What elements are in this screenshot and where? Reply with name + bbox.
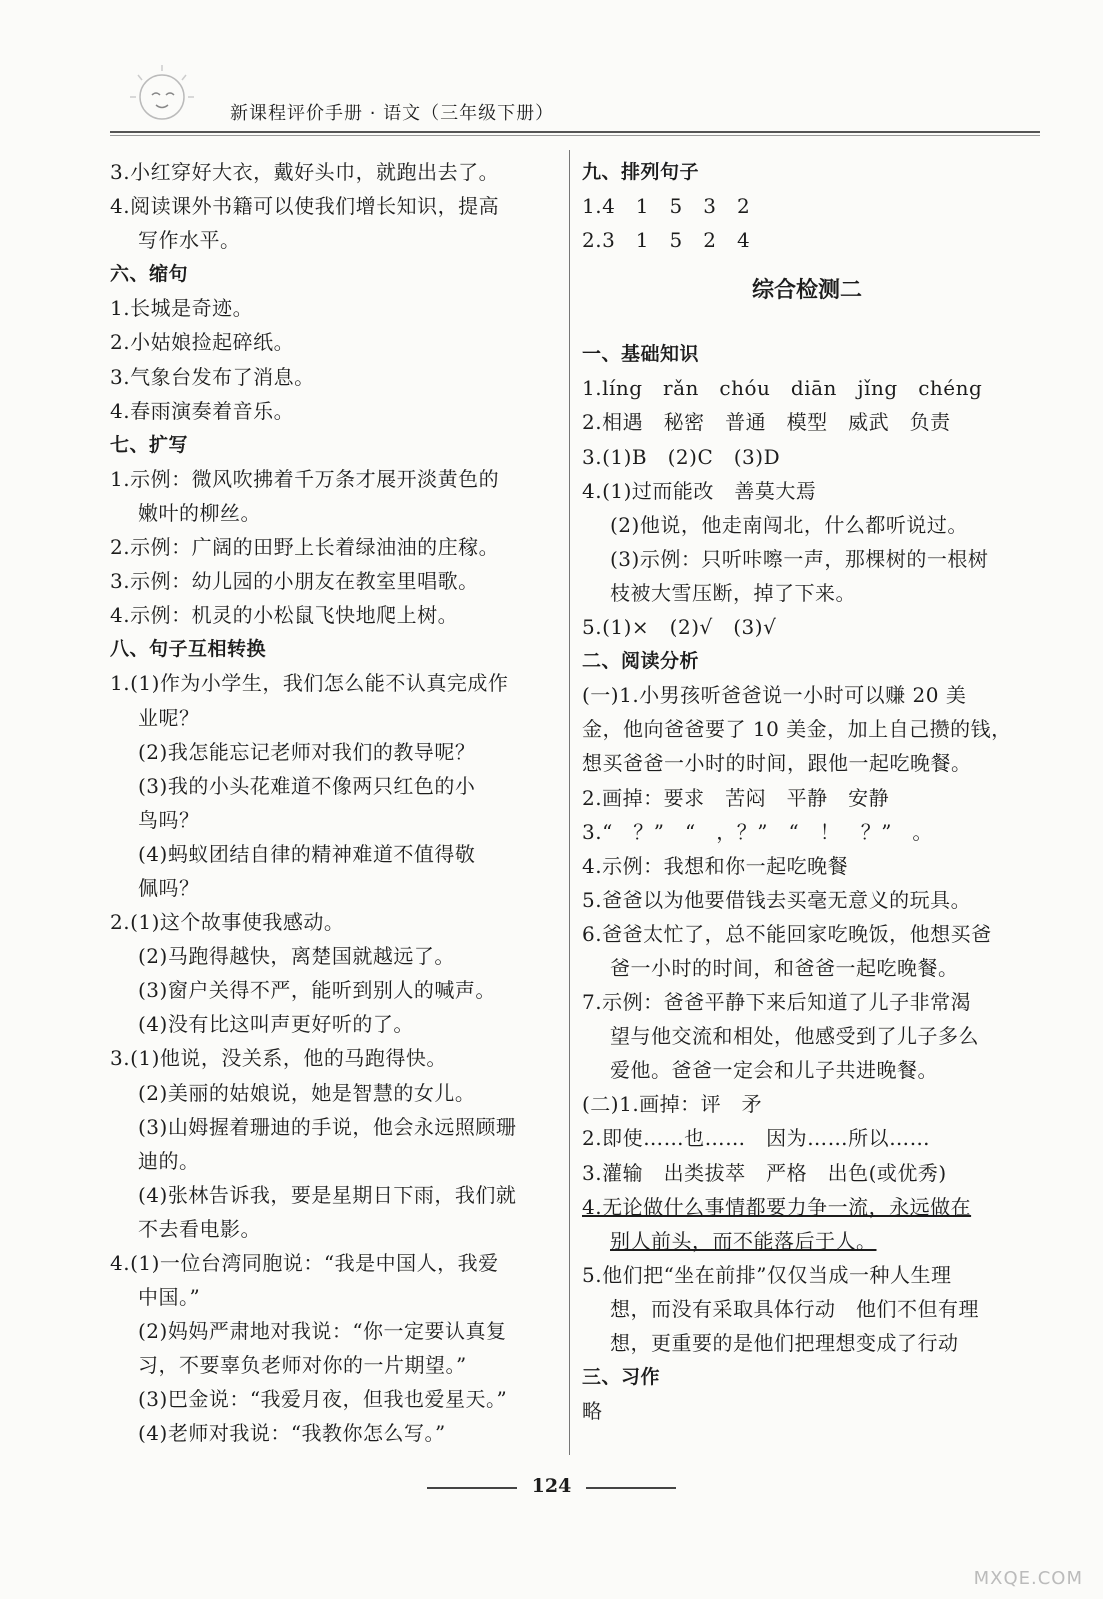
answer-line: 2.即使……也…… 因为……所以……: [582, 1126, 931, 1151]
answer-line: 枝被大雪压断，掉了下来。: [610, 580, 856, 605]
answer-line: 略: [582, 1399, 603, 1424]
answer-line: 7.示例：爸爸平静下来后知道了儿子非常渴: [582, 990, 972, 1015]
column-divider: [569, 150, 570, 1455]
page-footer: [0, 1475, 1103, 1497]
answer-line: 5.(1)× (2)√ (3)√: [582, 615, 777, 640]
answer-line: 3.(1)B (2)C (3)D: [582, 444, 781, 469]
answer-line: (4)蚂蚁团结自律的精神难道不值得敬: [138, 841, 476, 866]
right-column: [582, 155, 1032, 1428]
answer-line: 4.(1)一位台湾同胞说：“我是中国人，我爱: [110, 1251, 499, 1275]
answer-line: 2.示例：广阔的田野上长着绿油油的庄稼。: [110, 535, 500, 560]
answer-line: 1.líng rǎn chóu diān jǐng chéng: [582, 376, 983, 401]
answer-line: 3.“ ？” “ ，？” “ ！ ？” 。: [582, 819, 933, 844]
answer-line: 4.(1)过而能改 善莫大焉: [582, 478, 817, 503]
answer-line: (二)1.画掉：评 矛: [582, 1092, 763, 1117]
section-heading: 八、句子互相转换: [110, 638, 267, 661]
left-column: [110, 155, 560, 1451]
answer-line: 鸟吗？: [138, 807, 200, 832]
answer-line: 5.爸爸以为他要借钱去买毫无意义的玩具。: [582, 887, 972, 912]
answer-line: 迪的。: [138, 1148, 200, 1173]
header-rule: [110, 131, 1040, 133]
section-title: 综合检测二: [751, 278, 862, 304]
answer-line: 1.长城是奇迹。: [110, 296, 254, 321]
answer-line: (3)示例：只听咔嚓一声，那棵树的一根树: [610, 546, 989, 571]
answer-line: (2)马跑得越快，离楚国就越远了。: [138, 944, 455, 969]
answer-line: 4.示例：我想和你一起吃晚餐: [582, 853, 849, 878]
page-number: 124: [531, 1475, 572, 1497]
section-heading: 六、缩句: [110, 263, 189, 286]
section-heading: 九、排列句子: [582, 161, 700, 183]
answer-line: 3.(1)他说，没关系，他的马跑得快。: [110, 1046, 447, 1071]
answer-line: (一)1.小男孩听爸爸说一小时可以赚 20 美: [582, 683, 967, 708]
section-heading: 一、基础知识: [582, 343, 700, 366]
answer-line: (3)山姆握着珊迪的手说，他会永远照顾珊: [138, 1114, 517, 1139]
right-main-block: [582, 337, 1032, 1428]
answer-line: (2)我怎能忘记老师对我们的教导呢？: [138, 739, 476, 764]
answer-line: 3.气象台发布了消息。: [110, 364, 315, 389]
answer-line: 1.示例：微风吹拂着千万条才展开淡黄色的: [110, 466, 500, 491]
answer-line: 6.爸爸太忙了，总不能回家吃晚饭，他想买爸: [582, 921, 992, 946]
answer-line: 爱他。爸爸一定会和儿子共进晚餐。: [610, 1058, 938, 1083]
answer-line: 别人前头，而不能落后于人。: [610, 1228, 877, 1253]
answer-line: 不去看电影。: [138, 1216, 261, 1241]
answer-line: 4.春雨演奏着音乐。: [110, 398, 295, 423]
answer-line: 金，他向爸爸要了 10 美金，加上自己攒的钱，: [582, 717, 1012, 742]
answer-line: 佩吗？: [138, 875, 200, 900]
answer-line: 想买爸爸一小时的时间，跟他一起吃晚餐。: [582, 751, 972, 776]
answer-line: 3.小红穿好大衣，戴好头巾，就跑出去了。: [110, 160, 500, 184]
answer-line: (2)妈妈严肃地对我说：“你一定要认真复: [138, 1319, 507, 1344]
answer-line: (4)张林告诉我，要是星期日下雨，我们就: [138, 1182, 517, 1207]
right-top-block: [582, 155, 1032, 257]
answer-line: 1.(1)作为小学生，我们怎么能不认真完成作: [110, 671, 509, 696]
answer-line: (4)老师对我说：“我教你怎么写。”: [138, 1421, 446, 1446]
answer-line: 中国。”: [138, 1285, 201, 1310]
answer-line: 3.示例：幼儿园的小朋友在教室里唱歌。: [110, 569, 479, 594]
answer-line: (3)窗户关得不严，能听到别人的喊声。: [138, 978, 496, 1003]
answer-line: 3.灌输 出类拔萃 严格 出色(或优秀): [582, 1160, 947, 1185]
answer-line: (3)巴金说：“我爱月夜，但我也爱星天。”: [138, 1387, 508, 1412]
answer-line: 2.相遇 秘密 普通 模型 威武 负责: [582, 410, 951, 435]
answer-line: 嫩叶的柳丝。: [138, 500, 261, 525]
answer-line: 2.小姑娘捡起碎纸。: [110, 330, 295, 355]
watermark-logo: MXQE.COM: [973, 1568, 1083, 1589]
footer-ornament-right: [586, 1487, 676, 1489]
footer-ornament-left: [427, 1487, 517, 1489]
answer-line: 业呢？: [138, 705, 200, 730]
page-header: [110, 95, 1040, 135]
answer-line: 爸一小时的时间，和爸爸一起吃晚餐。: [610, 955, 959, 980]
answer-line: 想，更重要的是他们把理想变成了行动: [610, 1331, 959, 1355]
answer-line: 写作水平。: [138, 228, 241, 253]
answer-line: 2.(1)这个故事使我感动。: [110, 910, 345, 935]
answer-line: 4.阅读课外书籍可以使我们增长知识，提高: [110, 194, 500, 219]
answer-line: 想，而没有采取具体行动 他们不但有理: [610, 1296, 979, 1321]
answer-line: 1.4 1 5 3 2: [582, 194, 751, 219]
answer-line: (3)我的小头花难道不像两只红色的小: [138, 773, 476, 798]
answer-line: (4)没有比这叫声更好听的了。: [138, 1012, 414, 1037]
answer-line: 习，不要辜负老师对你的一片期望。”: [138, 1353, 467, 1378]
answer-line: (2)他说，他走南闯北，什么都听说过。: [610, 512, 968, 537]
answer-line: 2.画掉：要求 苦闷 平静 安静: [582, 785, 890, 810]
answer-line: (2)美丽的姑娘说，她是智慧的女儿。: [138, 1080, 476, 1105]
section-heading: 七、扩写: [110, 433, 189, 456]
header-title: 新课程评价手册 · 语文（三年级下册）: [230, 103, 555, 124]
answer-line: 5.他们把“坐在前排”仅仅当成一种人生理: [582, 1262, 952, 1287]
section-heading: 三、习作: [582, 1366, 661, 1389]
answer-line: 望与他交流和相处，他感受到了儿子多么: [610, 1024, 979, 1049]
answer-line: 2.3 1 5 2 4: [582, 228, 751, 253]
answer-line: 4.无论做什么事情都要力争一流，永远做在: [582, 1194, 972, 1219]
answer-line: 4.示例：机灵的小松鼠飞快地爬上树。: [110, 603, 459, 628]
section-heading: 二、阅读分析: [582, 650, 700, 673]
header-rule-thin: [110, 135, 1040, 136]
